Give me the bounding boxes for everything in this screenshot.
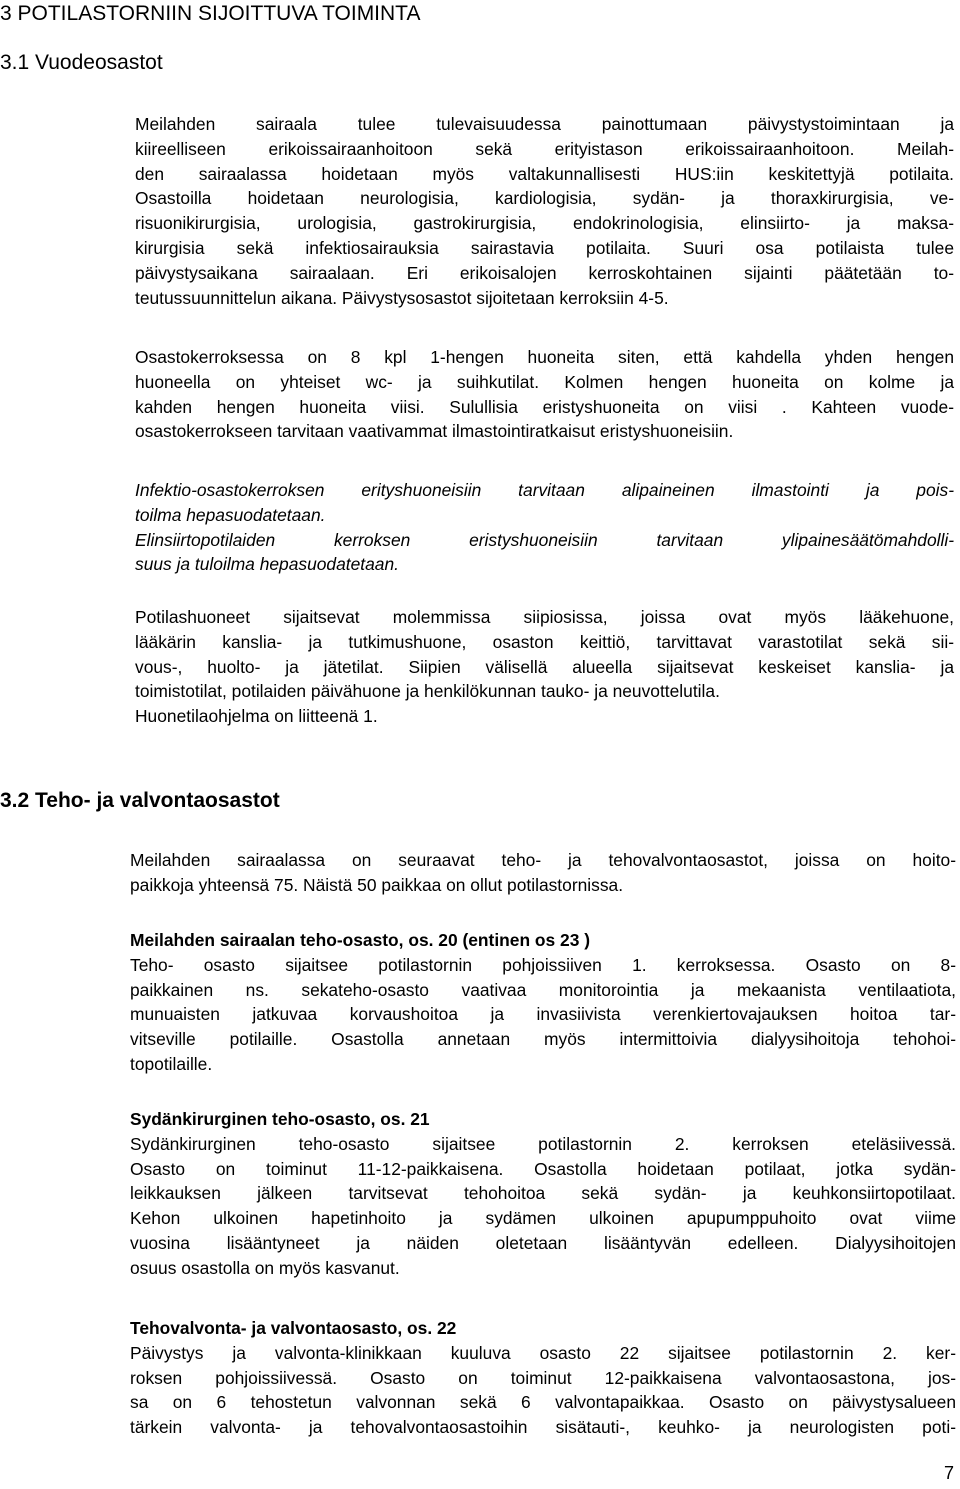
paragraph-line: toimistotilat, potilaiden päivähuone ja henkilökunnan tauko- ja neuvottelutila. bbox=[135, 681, 720, 702]
paragraph-line: osuus osastolla on myös kasvanut. bbox=[130, 1257, 400, 1278]
paragraph-line: risuonikirurgisia, urologisia, gastrokirurgisia, endokrinologisia, elinsiirto- ja maksa- bbox=[135, 213, 954, 234]
paragraph-line: vuosina lisääntyneet ja näiden oletetaan lisääntyvän edelleen. Dialyysihoitojen bbox=[130, 1232, 956, 1253]
unit-title: Tehovalvonta- ja valvontaosasto, os. 22 bbox=[130, 1318, 457, 1338]
paragraph-line: Meilahden sairaalassa on seuraavat teho- ja tehovalvontaosastot, joissa on hoito- bbox=[130, 850, 956, 870]
paragraph-line: den sairaalassa hoidetaan myös valtakunnallisesti HUS:iin keskitettyjä potilaita. bbox=[135, 163, 954, 184]
paragraph-line: Potilashuoneet sijaitsevat molemmissa siipiosissa, joissa ovat myös lääkehuone, bbox=[135, 607, 954, 627]
subsection-heading-3-2: 3.2 Teho- ja valvontaosastot bbox=[0, 789, 280, 812]
paragraph-line: toilma hepasuodatetaan. bbox=[135, 504, 326, 525]
paragraph-line: Meilahden sairaala tulee tulevaisuudessa painottumaan päivystystoimintaan ja bbox=[135, 114, 954, 134]
paragraph-line: Päivystys ja valvonta-klinikkaan kuuluva osasto 22 sijaitsee potilastornin 2. ker- bbox=[130, 1342, 956, 1363]
paragraph-teho-intro bbox=[130, 848, 956, 898]
paragraph-line: kahden hengen huoneita viisi. Sulullisia eristyshuoneita on viisi . Kahteen vuode- bbox=[135, 396, 954, 417]
paragraph-line: paikkoja yhteensä 75. Näistä 50 paikkaa on ollut potilastornissa. bbox=[130, 874, 624, 895]
paragraph-line: Osasto on toiminut 11-12-paikkaisena. Osastolla hoidetaan potilaat, jotka sydän- bbox=[130, 1158, 956, 1179]
paragraph-line: teutussuunnittelun aikana. Päivystysosastot sijoitetaan kerroksiin 4-5. bbox=[135, 287, 669, 308]
paragraph-line: Sydänkirurginen teho-osasto sijaitsee potilastornin 2. kerroksen eteläsiivessä. bbox=[130, 1133, 956, 1154]
paragraph-line: osastokerrokseen tarvitaan vaativammat ilmastointiratkaisut eristyshuoneisiin. bbox=[135, 421, 734, 442]
paragraph-line: Osastokerroksessa on 8 kpl 1-hengen huoneita siten, että kahdella yhden hengen bbox=[135, 347, 954, 367]
paragraph-line: roksen pohjoissiivessä. Osasto on toiminut 12-paikkaisena valvontaosastona, jos- bbox=[130, 1367, 956, 1388]
paragraph-line: huoneella on yhteiset wc- ja suihkutilat. Kolmen hengen huoneita on kolme ja bbox=[135, 371, 954, 392]
paragraph-line: Kehon ulkoinen hapetinhoito ja sydämen ulkoinen apupumppuhoito ovat viime bbox=[130, 1208, 956, 1229]
paragraph-line: Osastoilla hoidetaan neurologisia, kardiologisia, sydän- ja thoraxkirurgisia, ve- bbox=[135, 188, 954, 209]
paragraph-line: leikkauksen jälkeen tarvitsevat tehohoitoa sekä sydän- ja keuhkonsiirtopotilaat. bbox=[130, 1183, 956, 1204]
paragraph-line: munuaisten jatkuvaa korvaushoitoa ja invasiivista verenkiertovajauksen hoitoa tar- bbox=[130, 1004, 956, 1025]
paragraph-line: kiireelliseen erikoissairaanhoitoon sekä erityistason erikoissairaanhoitoon. Meilah- bbox=[135, 138, 954, 159]
unit-title: Meilahden sairaalan teho-osasto, os. 20 (entinen os 23 ) bbox=[130, 930, 591, 950]
unit-tehovalvonta-22 bbox=[130, 1316, 956, 1440]
paragraph-line: sa on 6 tehostetun valvonnan sekä 6 valvontapaikkaa. Osasto on päivystysalueen bbox=[130, 1392, 956, 1413]
paragraph-osastokerros bbox=[135, 345, 954, 444]
paragraph-line: vitseville potilaille. Osastolla annetaan myös intermittoivia dialyysihoitoja tehohoi- bbox=[130, 1029, 956, 1050]
paragraph-line: Huonetilaohjelma on liitteenä 1. bbox=[135, 706, 378, 727]
paragraph-ventilation-italic bbox=[135, 478, 954, 577]
paragraph-line: kirurgisia sekä infektiosairauksia sairastavia potilaita. Suuri osa potilaista tulee bbox=[135, 237, 954, 258]
unit-title: Sydänkirurginen teho-osasto, os. 21 bbox=[130, 1109, 430, 1129]
paragraph-line: Teho- osasto sijaitsee potilastornin pohjoissiiven 1. kerroksessa. Osasto on 8- bbox=[130, 954, 956, 975]
paragraph-line: päivystysaikana sairaalaan. Eri erikoisalojen kerroskohtainen sijainti päätetään to- bbox=[135, 262, 954, 283]
paragraph-line: Infektio-osastokerroksen erityshuoneisiin tarvitaan alipaineinen ilmastointi ja pois- bbox=[135, 480, 954, 500]
unit-teho-osasto-20 bbox=[130, 928, 956, 1077]
paragraph-line: vous-, huolto- ja jätetilat. Siipien välisellä alueella sijaitsevat keskeiset kanslia- ja bbox=[135, 656, 954, 677]
paragraph-line: suus ja tuloilma hepasuodatetaan. bbox=[135, 554, 399, 575]
subsection-heading-3-1: 3.1 Vuodeosastot bbox=[0, 51, 163, 74]
page-number: 7 bbox=[943, 1463, 954, 1483]
paragraph-line: lääkärin kanslia- ja tutkimushuone, osaston keittiö, tarvittavat varastotilat sekä sii- bbox=[135, 631, 954, 652]
section-heading: 3 POTILASTORNIIN SIJOITTUVA TOIMINTA bbox=[0, 2, 421, 25]
paragraph-line: paikkainen ns. sekateho-osasto vaativaa monitorointia ja mekaanista ventilaatiota, bbox=[130, 979, 956, 1000]
paragraph-potilashuoneet bbox=[135, 605, 954, 729]
paragraph-line: tärkein valvonta- ja tehovalvontaosastoihin sisätauti-, keuhko- ja neurologisten poti- bbox=[130, 1417, 956, 1438]
paragraph-line: topotilaille. bbox=[130, 1053, 213, 1074]
paragraph-line: Elinsiirtopotilaiden kerroksen eristyshuoneisiin tarvitaan ylipainesäätömahdolli- bbox=[135, 529, 954, 550]
paragraph-vuodeosastot-intro bbox=[135, 112, 954, 310]
unit-sydankirurginen-21 bbox=[130, 1107, 956, 1281]
